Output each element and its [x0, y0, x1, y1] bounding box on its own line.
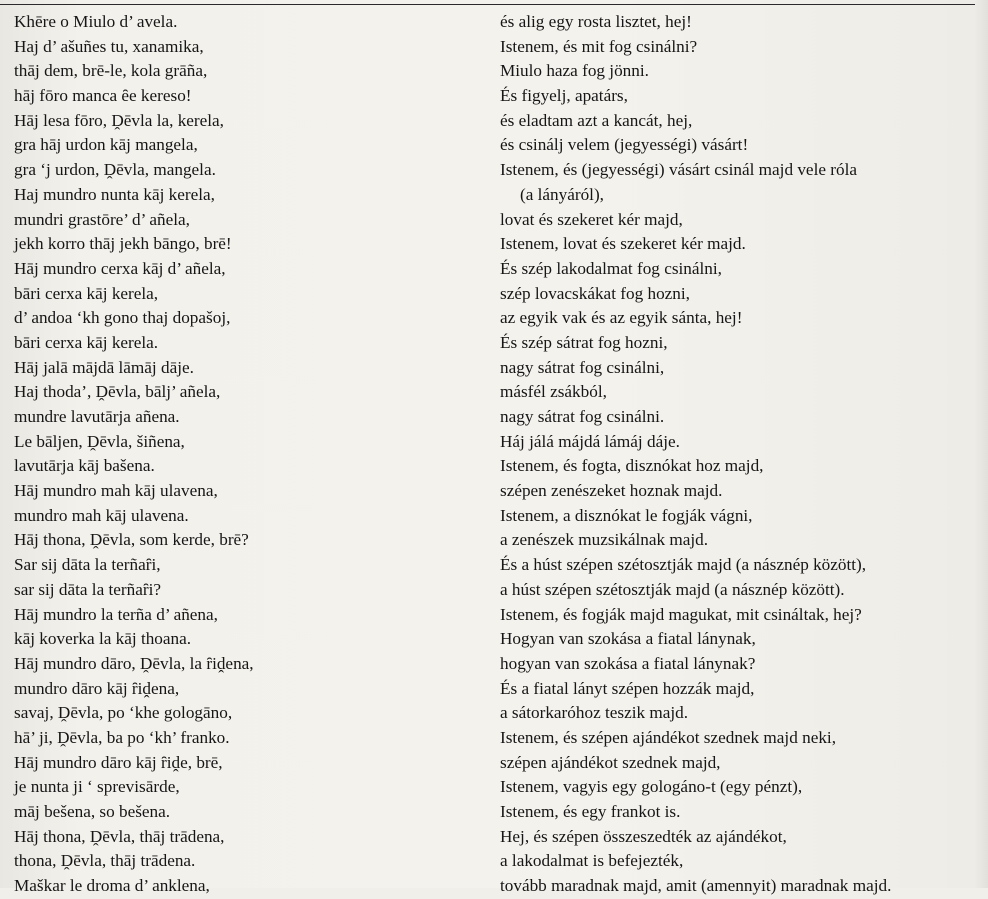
translation-line: szép lovacskákat fog hozni,: [500, 283, 690, 303]
romani-line: jekh korro thāj jekh bāngo, brē!: [14, 234, 232, 254]
romani-line: sar sij dāta la terñaȓi?: [14, 579, 161, 599]
romani-line: mundre lavutārja añena.: [14, 407, 180, 426]
translation-line: nagy sátrat fog csinálni.: [500, 407, 665, 426]
romani-line: Haj mundro nunta kāj kerela,: [14, 184, 215, 204]
romani-line: Hāj thona, Ḓēvla, thāj trādena,: [14, 826, 225, 846]
romani-line: hāj fōro manca ȇe kereso!: [14, 86, 192, 106]
translation-line-continuation: (a lányáról),: [520, 184, 604, 204]
romani-line: hā’ ji, Ḓēvla, ba po ‘kh’ franko.: [14, 727, 230, 747]
translation-line: és eladtam azt a kancát, hej,: [500, 110, 693, 130]
translation-line: Istenem, és fogta, disznókat hoz majd,: [500, 456, 764, 476]
translation-line: Istenem, és egy frankot is.: [500, 802, 681, 821]
translation-line: és csinálj velem (jegyességi) vásárt!: [500, 135, 749, 155]
romani-line: Hāj jalā mājdā lāmāj dāje.: [14, 357, 194, 377]
translation-line: És szép sátrat fog hozni,: [500, 332, 668, 352]
translation-line: Hogyan van szokása a fiatal lánynak,: [500, 629, 756, 649]
translation-line: és alig egy rosta lisztet, hej!: [500, 12, 692, 31]
translation-line: Istenem, és mit fog csinálni?: [500, 36, 698, 56]
romani-line: gra ‘j urdon, Ḓēvla, mangela.: [14, 160, 216, 180]
translation-line: az egyik vak és az egyik sánta, hej!: [500, 308, 743, 328]
translation-line: a sátorkaróhoz teszik majd.: [500, 703, 689, 723]
romani-line: Khēre o Miulo d’ avela.: [14, 12, 178, 31]
romani-line: lavutārja kāj bašena.: [14, 456, 155, 476]
translation-line: Istenem, és fogják majd magukat, mit csináltak, hej?: [500, 604, 862, 624]
translation-line: a húst szépen szétosztják majd (a násznép között).: [500, 579, 845, 599]
romani-line: Maškar le droma d’ anklena,: [14, 876, 210, 896]
romani-line: Hāj thona, Ḓēvla, som kerde, brē?: [14, 530, 249, 550]
translation-line: a lakodalmat is befejezték,: [500, 851, 684, 871]
romani-line: mundro dāro kāj ȓiḓena,: [14, 678, 180, 698]
translation-line: Istenem, és (jegyességi) vásárt csinál majd vele róla: [500, 160, 857, 180]
romani-line: bāri cerxa kāj kerela.: [14, 332, 159, 352]
romani-line: Hāj lesa fōro, Ḓēvla la, kerela,: [14, 110, 224, 130]
translation-line: Istenem, vagyis egy gologáno-t (egy pénzt),: [500, 777, 803, 797]
romani-line: Haj thoda’, Ḓēvla, bālj’ añela,: [14, 382, 221, 402]
romani-line: je nunta ji ‘ sprevisārde,: [14, 777, 180, 797]
romani-line: mundri grastōre’ d’ añela,: [14, 209, 190, 229]
translation-line: nagy sátrat fog csinálni,: [500, 357, 665, 377]
translation-line: Miulo haza fog jönni.: [500, 61, 649, 81]
translation-line: Istenem, és szépen ajándékot szednek majd neki,: [500, 727, 836, 747]
romani-line: thona, Ḓēvla, thāj trādena.: [14, 851, 196, 871]
top-rule: [0, 4, 975, 5]
romani-line: Hāj mundro la terña d’ añena,: [14, 604, 218, 624]
translation-line: És a fiatal lányt szépen hozzák majd,: [500, 678, 755, 698]
page-edge-shadow: [974, 0, 988, 888]
romani-line: mundro mah kāj ulavena.: [14, 505, 189, 525]
translation-line: lovat és szekeret kér majd,: [500, 209, 683, 229]
romani-line: Hāj mundro cerxa kāj d’ añela,: [14, 258, 226, 278]
translation-line: Istenem, a disznókat le fogják vágni,: [500, 505, 753, 525]
translation-line: Háj jálá májdá lámáj dáje.: [500, 431, 680, 451]
romani-line: Hāj mundro dāro, Ḓēvla, la ȓiḓena,: [14, 653, 254, 673]
romani-line: Hāj mundro mah kāj ulavena,: [14, 481, 218, 501]
translation-line: Istenem, lovat és szekeret kér majd.: [500, 234, 746, 254]
translation-line: És szép lakodalmat fog csinálni,: [500, 258, 722, 278]
translation-line: tovább maradnak majd, amit (amennyit) maradnak majd.: [500, 876, 892, 896]
hungarian-translation-column: [500, 10, 978, 899]
translation-line: És a húst szépen szétosztják majd (a násznép között),: [500, 555, 867, 575]
romani-line: Hāj mundro dāro kāj ȓiḓe, brē,: [14, 752, 223, 772]
romani-line: d’ andoa ‘kh gono thaj dopašoj,: [14, 308, 231, 328]
romani-line: Haj d’ ašuñes tu, xanamika,: [14, 36, 204, 56]
romani-line: bāri cerxa kāj kerela,: [14, 283, 159, 303]
translation-line: a zenészek muzsikálnak majd.: [500, 530, 709, 550]
romani-text-column: [14, 10, 484, 899]
romani-line: thāj dem, brē-le, kola grāña,: [14, 61, 208, 81]
translation-line: szépen zenészeket hoznak majd.: [500, 481, 723, 501]
translation-line: másfél zsákból,: [500, 382, 607, 402]
romani-line: savaj, Ḓēvla, po ‘khe gologāno,: [14, 703, 233, 723]
romani-line: Sar sij dāta la terñaȓi,: [14, 555, 161, 575]
translation-line: Hej, és szépen összeszedték az ajándékot,: [500, 826, 787, 846]
romani-line: kāj koverka la kāj thoana.: [14, 629, 192, 649]
romani-line: Le bāljen, Ḓēvla, šiñena,: [14, 431, 185, 451]
romani-line: māj bešena, so bešena.: [14, 802, 171, 821]
translation-line: szépen ajándékot szednek majd,: [500, 752, 721, 772]
translation-line: És figyelj, apatárs,: [500, 86, 628, 106]
romani-line: gra hāj urdon kāj mangela,: [14, 135, 198, 155]
translation-line: hogyan van szokása a fiatal lánynak?: [500, 653, 756, 673]
